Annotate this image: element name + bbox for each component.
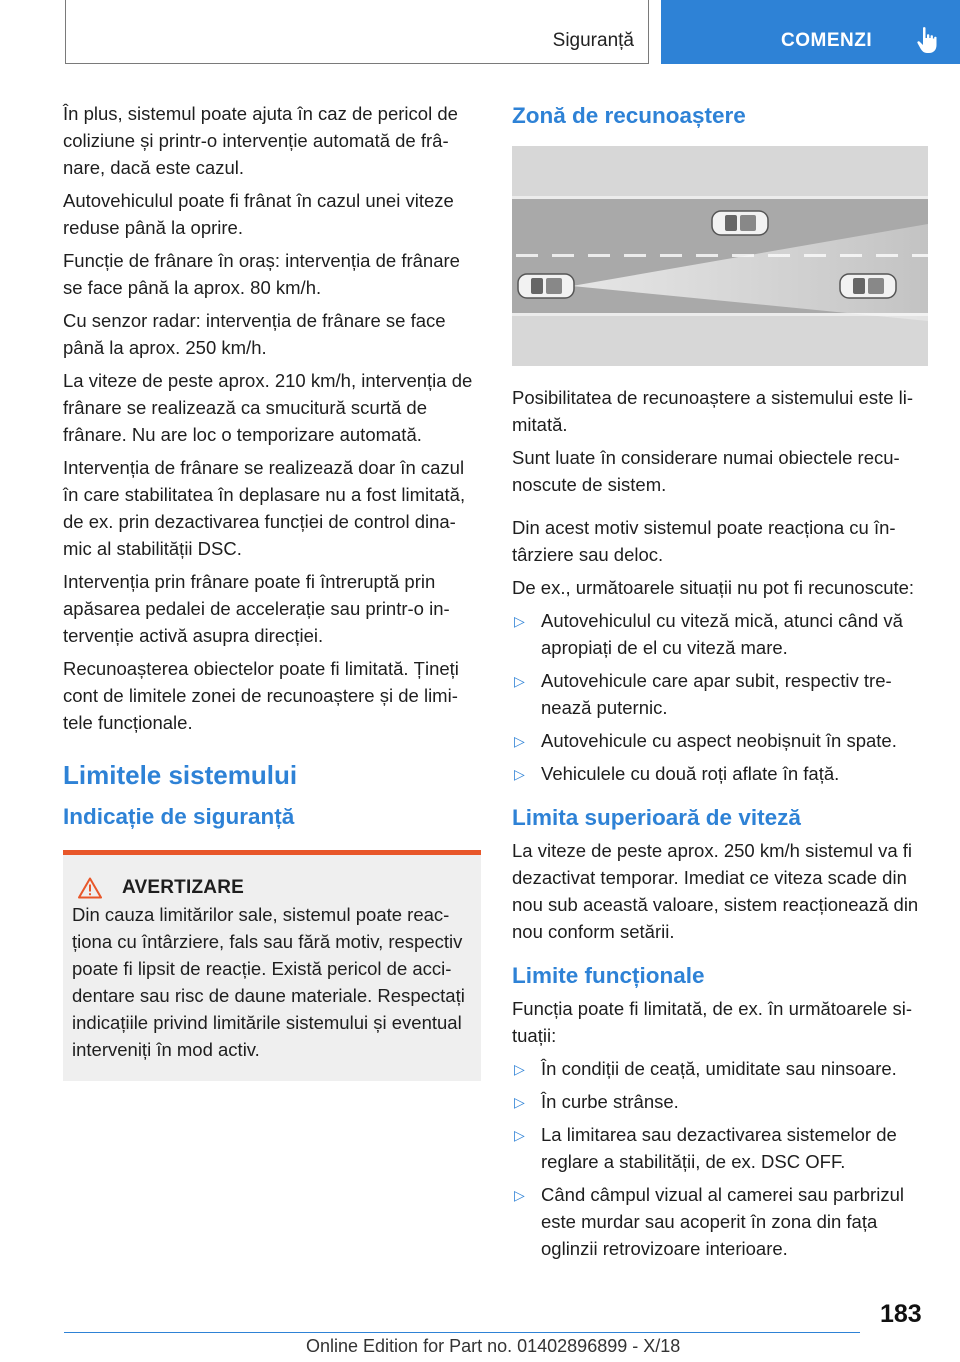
paragraph: De ex., următoarele situații nu pot fi recunoscute:: [512, 577, 915, 598]
header-tab-comenzi[interactable]: [661, 0, 960, 64]
paragraph: În plus, sistemul poate ajuta în caz de pericol de coliziune și printr-o intervenție automată de frâ‐nare, dacă este cazul.: [63, 103, 458, 178]
paragraph: Autovehiculul poate fi frânat în cazul unei viteze reduse până la oprire.: [63, 190, 454, 238]
list-item: [512, 607, 930, 661]
list-item: [512, 1055, 930, 1082]
detection-zone-illustration: [512, 146, 928, 366]
list-item: [512, 727, 930, 754]
functional-limits-list: [512, 1055, 930, 1262]
list-item-text: Autovehiculul cu viteză mică, atunci când vă apropiați de el cu viteză mare.: [541, 610, 903, 658]
triangle-bullet-icon: ▷: [514, 673, 525, 689]
car-top-view: [840, 274, 896, 298]
paragraph: Intervenția prin frânare poate fi întreruptă prin apăsarea pedalei de accelerație sau printr-o in‐tervenție activă asupra direcției.: [63, 571, 450, 646]
list-item: [512, 1088, 930, 1115]
heading-safety-note: Indicație de siguranță: [63, 804, 295, 829]
list-item-text: Autovehicule care apar subit, respectiv tre‐nează puternic.: [541, 670, 892, 718]
header-section-title: Siguranță: [552, 30, 634, 51]
pointing-hand-icon: [915, 26, 941, 54]
triangle-bullet-icon: ▷: [514, 1127, 525, 1143]
warning-triangle-icon: [78, 877, 102, 899]
list-item: [512, 667, 930, 721]
car-top-view: [712, 211, 768, 235]
page-number: 183: [880, 1300, 922, 1328]
paragraph: Posibilitatea de recunoaștere a sistemului este li‐mitată.: [512, 387, 914, 435]
list-item: [512, 760, 930, 787]
car-top-view: [518, 274, 574, 298]
heading-functional-limits: Limite funcționale: [512, 963, 705, 988]
list-item-text: La limitarea sau dezactivarea sistemelor de reglare a stabilității, de ex. DSC OFF.: [541, 1124, 897, 1172]
footer-divider: [64, 1332, 860, 1333]
paragraph: Funcția poate fi limitată, de ex. în următoarele si‐tuații:: [512, 998, 912, 1046]
list-item-text: Vehiculele cu două roți aflate în față.: [541, 763, 840, 784]
warning-text: Din cauza limitărilor sale, sistemul poate reac‐ționa cu întârziere, fals sau fără motiv, respectiv poate fi lipsit de reacție. Există pericol de acci‐dentare sau risc de daune materiale. Respectați indicațiile privind limitările sistemului și eventual interveniți în mod activ.: [72, 904, 465, 1060]
triangle-bullet-icon: ▷: [514, 1061, 525, 1077]
road-diagram: [512, 146, 928, 366]
paragraph: Recunoașterea obiectelor poate fi limitată. Țineți cont de limitele zonei de recunoaștere și de limi‐tele funcționale.: [63, 658, 459, 733]
triangle-bullet-icon: ▷: [514, 766, 525, 782]
paragraph: La viteze de peste aprox. 250 km/h sistemul va fi dezactivat temporar. Imediat ce viteza scade din nou sub această valoare, sistem reacționează din nou conform setării.: [512, 840, 919, 942]
paragraph: Sunt luate în considerare numai obiectele recu‐noscute de sistem.: [512, 447, 900, 495]
triangle-bullet-icon: ▷: [514, 1187, 525, 1203]
paragraph: La viteze de peste aprox. 210 km/h, intervenția de frânare se realizează ca smucitură scurtă de frânare. Nu are loc o temporizare automată.: [63, 370, 473, 445]
heading-detection-zone: Zonă de recunoaștere: [512, 103, 746, 128]
left-column: [63, 100, 481, 1081]
paragraph: Intervenția de frânare se realizează doar în cazul în care stabilitatea în deplasare nu a fost limitată, de ex. prin dezactivarea funcției de control dina‐mic al stabilității DSC.: [63, 457, 466, 559]
unrecognized-situations-list: [512, 607, 930, 787]
paragraph: Cu senzor radar: intervenția de frânare se face până la aprox. 250 km/h.: [63, 310, 446, 358]
list-item: [512, 1181, 930, 1262]
header-section-box: [65, 0, 649, 64]
heading-system-limits: Limitele sistemului: [63, 760, 298, 790]
list-item-text: Autovehicule cu aspect neobișnuit în spate.: [541, 730, 897, 751]
warning-title: AVERTIZARE: [122, 877, 244, 898]
paragraph: Funcție de frânare în oraș: intervenția de frânare se face până la aprox. 80 km/h.: [63, 250, 460, 298]
triangle-bullet-icon: ▷: [514, 613, 525, 629]
list-item: [512, 1121, 930, 1175]
triangle-bullet-icon: ▷: [514, 1094, 525, 1110]
list-item-text: În condiții de ceață, umiditate sau ninsoare.: [541, 1058, 897, 1079]
right-column: [512, 100, 930, 1268]
footer-edition-text: Online Edition for Part no. 01402896899 - X/18: [306, 1336, 681, 1356]
warning-header: [72, 877, 471, 899]
list-item-text: În curbe strânse.: [541, 1091, 679, 1112]
heading-speed-limit: Limita superioară de viteză: [512, 805, 801, 830]
paragraph: Din acest motiv sistemul poate reacționa cu în‐târziere sau deloc.: [512, 517, 896, 565]
warning-box: [63, 850, 481, 1081]
header-tab-label: COMENZI: [781, 30, 873, 51]
list-item-text: Când câmpul vizual al camerei sau parbrizul este murdar sau acoperit în zona din fața oglinzii retrovizoare interioare.: [541, 1184, 904, 1259]
triangle-bullet-icon: ▷: [514, 733, 525, 749]
